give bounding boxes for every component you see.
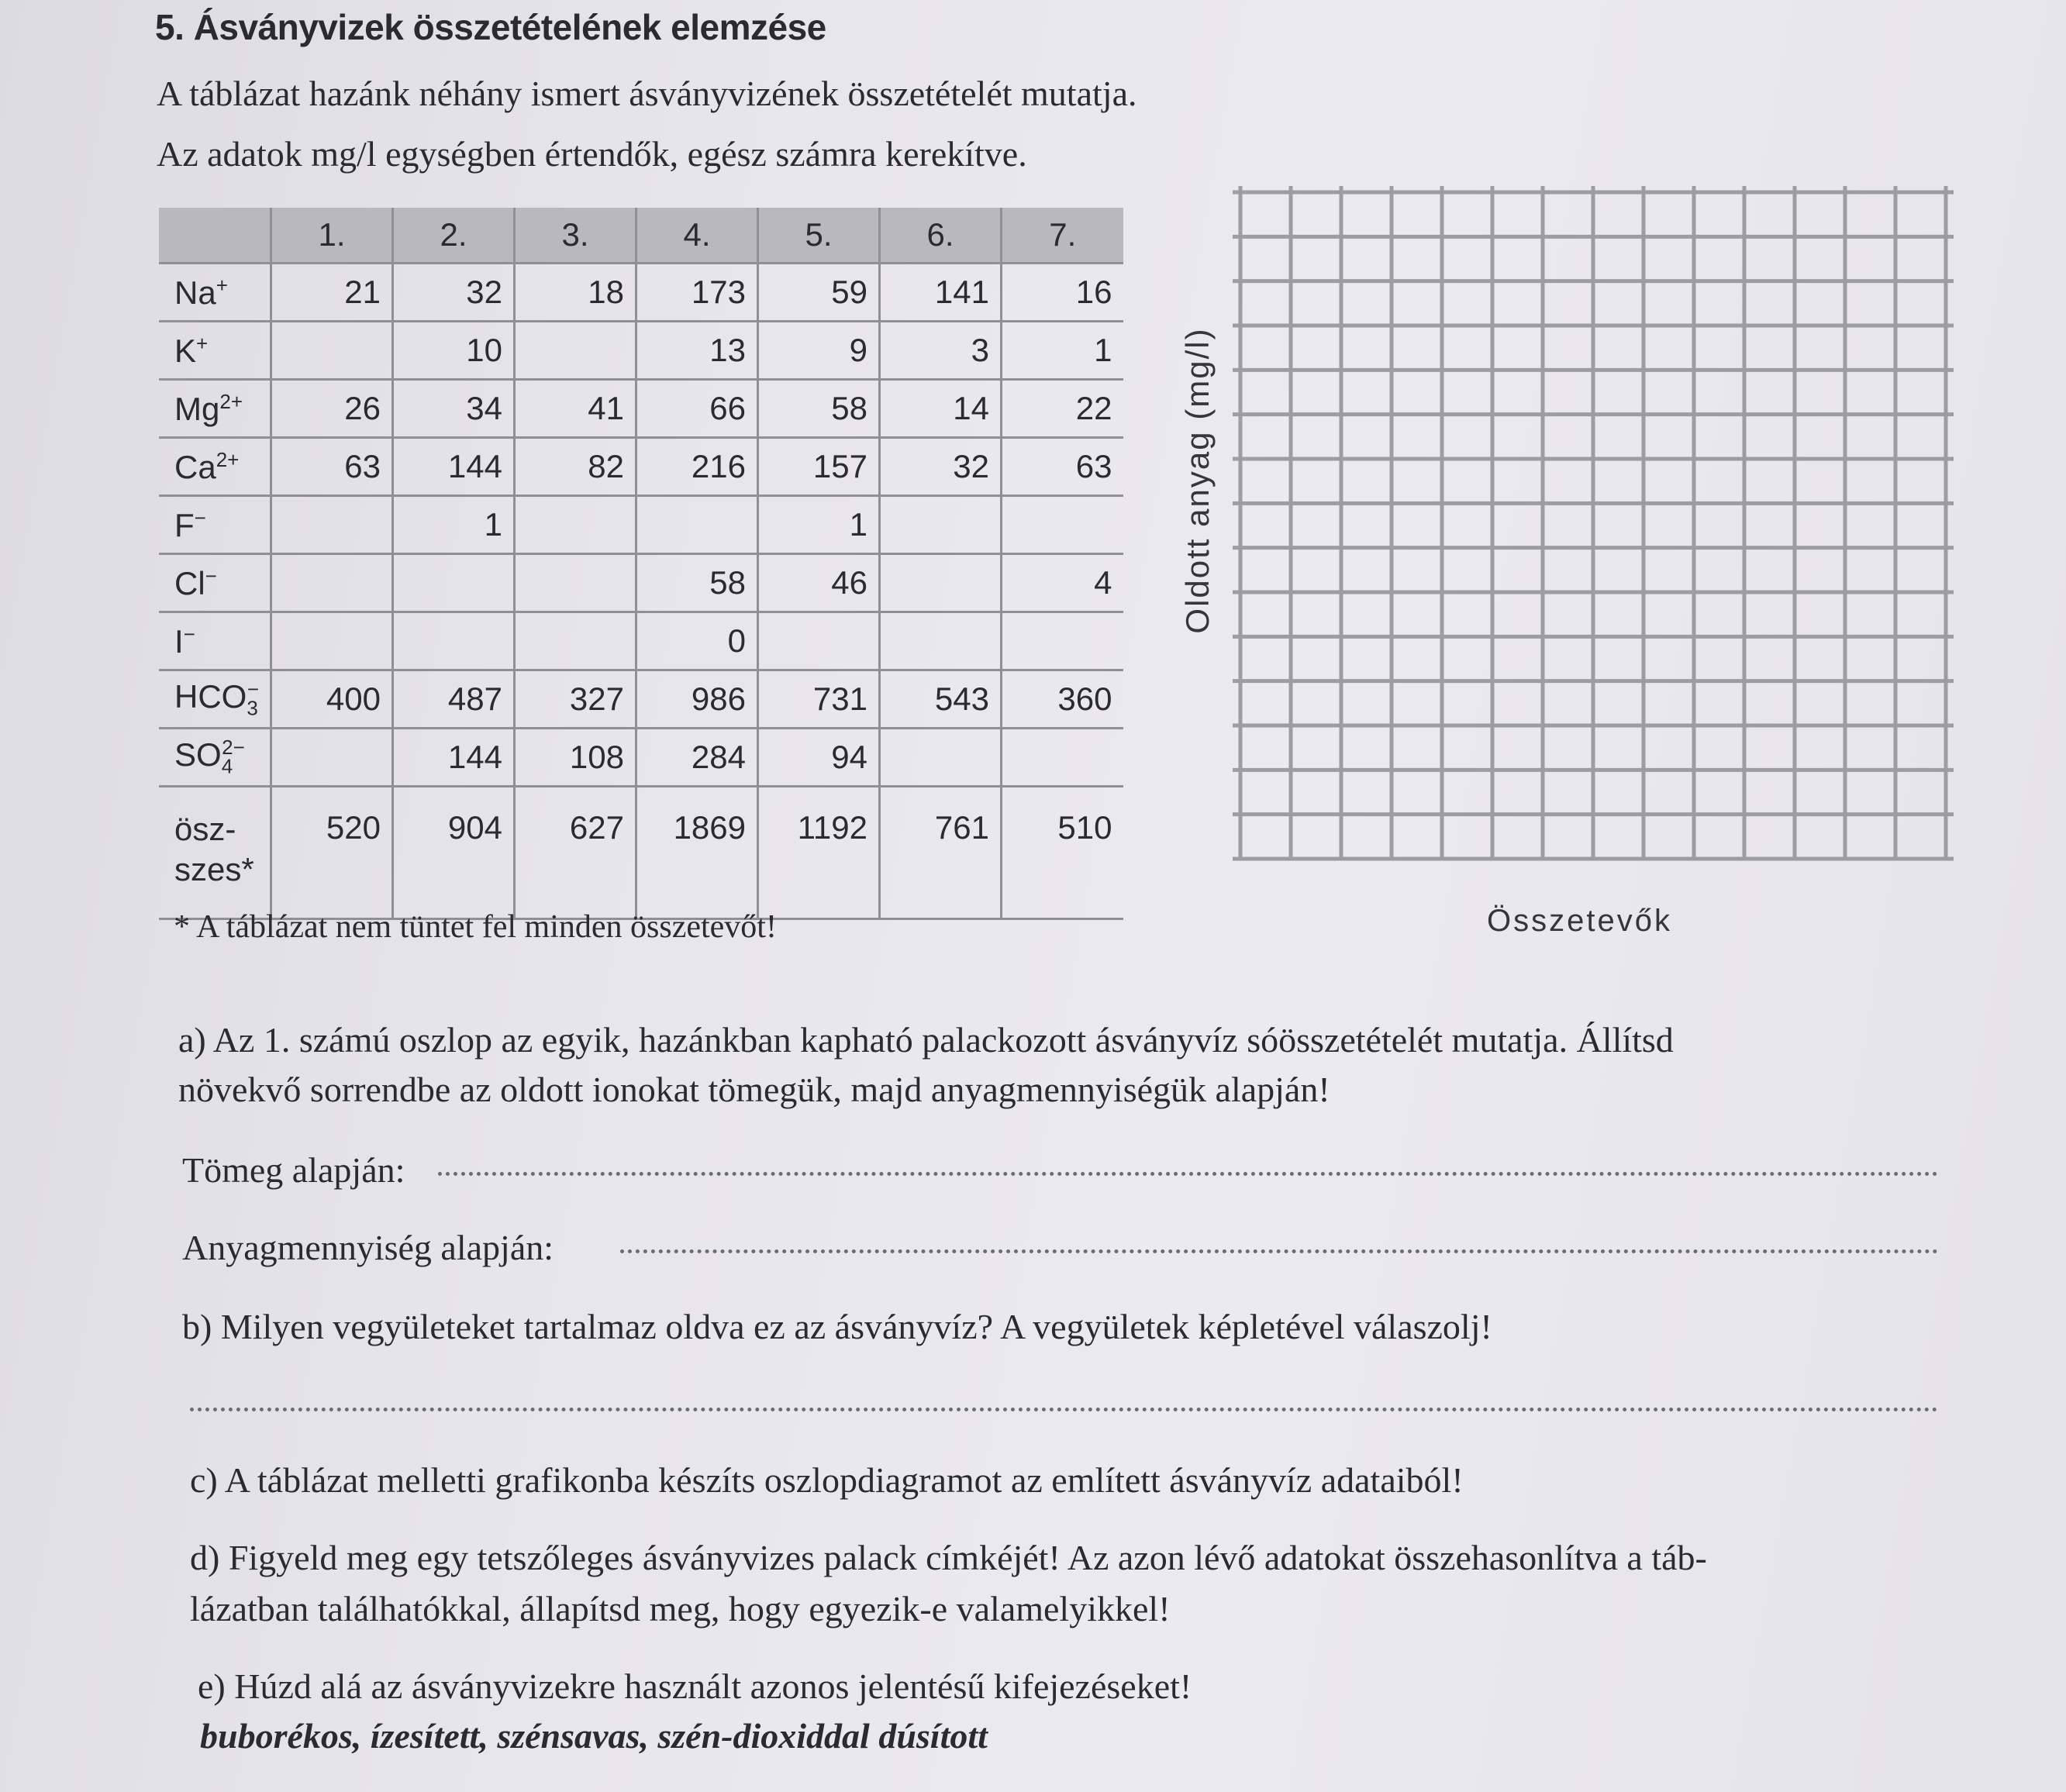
column-header: 6. — [880, 208, 1002, 264]
table-cell — [1002, 729, 1123, 787]
table-cell: 3 — [880, 322, 1002, 380]
mass-order-answer-line[interactable] — [438, 1172, 1938, 1176]
table-row — [159, 729, 1123, 787]
ion-symbol: Mg — [174, 390, 220, 427]
table-cell: 141 — [880, 264, 1002, 322]
table-cell: 4 — [1002, 554, 1123, 612]
table-row — [159, 380, 1123, 438]
table-cell: 63 — [271, 438, 393, 496]
table-cell: 1 — [1002, 322, 1123, 380]
table-cell — [515, 496, 636, 554]
ion-label — [159, 264, 271, 322]
ion-symbol: Ca — [174, 448, 216, 485]
table-cell — [515, 322, 636, 380]
question-d-line-2: lázatban találhatókkal, állapítsd meg, hogy egyezik-e valamelyikkel! — [190, 1589, 1171, 1628]
table-cell: 14 — [880, 380, 1002, 438]
table-row — [159, 264, 1123, 322]
table-cell: 487 — [393, 670, 515, 729]
table-row-total — [159, 787, 1123, 919]
ion-subscript: 3 — [247, 696, 258, 720]
table-cell: 58 — [758, 380, 880, 438]
table-cell: 543 — [880, 670, 1002, 729]
ion-symbol: Na — [174, 274, 216, 311]
table-row — [159, 322, 1123, 380]
table-cell: 10 — [393, 322, 515, 380]
ion-label — [159, 612, 271, 670]
ion-label — [159, 322, 271, 380]
column-header: 2. — [393, 208, 515, 264]
table-cell: 9 — [758, 322, 880, 380]
mass-order-label: Tömeg alapján: — [182, 1150, 405, 1190]
table-cell — [880, 554, 1002, 612]
table-cell — [636, 496, 758, 554]
blank-graph-grid[interactable] — [1233, 186, 1954, 884]
table-cell — [271, 612, 393, 670]
ion-label — [159, 554, 271, 612]
table-cell — [1002, 612, 1123, 670]
question-e-terms[interactable]: buborékos, ízesített, szénsavas, szén-dioxiddal dúsított — [200, 1716, 988, 1756]
question-d-line-1: d) Figyeld meg egy tetszőleges ásványvizes palack címkéjét! Az azon lévő adatokat összehasonlítva a táb- — [190, 1538, 1707, 1577]
table-cell: 360 — [1002, 670, 1123, 729]
ion-label — [159, 729, 271, 787]
table-cell: 58 — [636, 554, 758, 612]
total-label-line-2: szes* — [174, 851, 254, 887]
table-cell: 66 — [636, 380, 758, 438]
table-cell: 327 — [515, 670, 636, 729]
graph-x-axis-label: Összetevők — [1487, 904, 1672, 938]
table-cell — [271, 554, 393, 612]
table-cell: 94 — [758, 729, 880, 787]
table-cell — [271, 322, 393, 380]
column-header: 3. — [515, 208, 636, 264]
total-cell: 1869 — [636, 787, 758, 919]
table-cell: 32 — [880, 438, 1002, 496]
table-cell: 41 — [515, 380, 636, 438]
table-cell: 18 — [515, 264, 636, 322]
table-cell — [393, 612, 515, 670]
table-row — [159, 670, 1123, 729]
table-cell: 82 — [515, 438, 636, 496]
table-cell: 22 — [1002, 380, 1123, 438]
intro-line-1: A táblázat hazánk néhány ismert ásványvizének összetételét mutatja. — [157, 74, 1137, 113]
ion-symbol: SO — [174, 736, 222, 774]
table-row — [159, 612, 1123, 670]
ion-symbol: Cl — [174, 564, 205, 601]
ion-symbol: I — [174, 622, 184, 660]
question-e: e) Húzd alá az ásványvizekre használt azonos jelentésű kifejezéseket! — [198, 1666, 1192, 1706]
table-cell: 13 — [636, 322, 758, 380]
table-cell: 0 — [636, 612, 758, 670]
table-cell — [271, 496, 393, 554]
ion-charge: − — [205, 563, 217, 588]
table-cell: 731 — [758, 670, 880, 729]
table-cell — [271, 729, 393, 787]
table-cell: 32 — [393, 264, 515, 322]
table-cell: 1 — [758, 496, 880, 554]
intro-line-2: Az adatok mg/l egységben értendők, egész számra kerekítve. — [157, 134, 1027, 174]
graph-y-axis-label: Oldott anyag (mg/l) — [1179, 327, 1216, 634]
table-cell — [393, 554, 515, 612]
question-a-line-2: növekvő sorrendbe az oldott ionokat tömegük, majd anyagmennyiségük alapján! — [178, 1070, 1330, 1109]
total-cell: 761 — [880, 787, 1002, 919]
ion-charge: + — [196, 331, 209, 355]
table-row — [159, 554, 1123, 612]
mineral-water-table — [159, 208, 1123, 920]
compounds-answer-line[interactable] — [190, 1408, 1938, 1411]
column-header: 1. — [271, 208, 393, 264]
table-cell: 16 — [1002, 264, 1123, 322]
total-cell: 510 — [1002, 787, 1123, 919]
table-cell: 157 — [758, 438, 880, 496]
ion-subscript: 4 — [221, 754, 233, 778]
ion-label — [159, 380, 271, 438]
table-cell — [880, 729, 1002, 787]
table-cell — [880, 496, 1002, 554]
ion-charge: + — [216, 273, 228, 297]
ion-label — [159, 438, 271, 496]
question-b: b) Milyen vegyületeket tartalmaz oldva ez az ásványvíz? A vegyületek képletével válaszolj! — [182, 1307, 1492, 1346]
total-label — [159, 787, 271, 919]
column-header: 5. — [758, 208, 880, 264]
table-cell — [515, 612, 636, 670]
table-cell: 144 — [393, 438, 515, 496]
table-cell: 173 — [636, 264, 758, 322]
total-cell: 520 — [271, 787, 393, 919]
total-cell: 904 — [393, 787, 515, 919]
ion-charge: 2+ — [219, 389, 243, 413]
amount-order-label: Anyagmennyiség alapján: — [182, 1228, 554, 1267]
table-row — [159, 438, 1123, 496]
table-cell — [1002, 496, 1123, 554]
table-cell: 46 — [758, 554, 880, 612]
total-label-line-1: ösz- — [174, 811, 236, 847]
table-header-row — [159, 208, 1123, 264]
table-cell: 284 — [636, 729, 758, 787]
table-row — [159, 496, 1123, 554]
table-cell: 986 — [636, 670, 758, 729]
total-cell: 1192 — [758, 787, 880, 919]
ion-label — [159, 670, 271, 729]
ion-charge: − — [194, 505, 206, 529]
table-cell: 400 — [271, 670, 393, 729]
ion-label — [159, 496, 271, 554]
table-cell: 108 — [515, 729, 636, 787]
table-cell: 34 — [393, 380, 515, 438]
table-cell — [515, 554, 636, 612]
column-header: 4. — [636, 208, 758, 264]
ion-charge: − — [183, 622, 195, 646]
table-cell: 1 — [393, 496, 515, 554]
table-footnote: * A táblázat nem tüntet fel minden összetevőt! — [174, 909, 777, 945]
table-cell — [758, 612, 880, 670]
question-a-line-1: a) Az 1. számú oszlop az egyik, hazánkban kapható palackozott ásványvíz sóösszetételét mutatja. Állítsd — [178, 1020, 1674, 1060]
table-cell: 144 — [393, 729, 515, 787]
table-cell: 63 — [1002, 438, 1123, 496]
column-header: 7. — [1002, 208, 1123, 264]
header-corner-cell — [159, 208, 271, 264]
table-cell: 26 — [271, 380, 393, 438]
table-cell: 216 — [636, 438, 758, 496]
intro-text — [157, 64, 1136, 184]
ion-charge: 2− — [222, 736, 245, 760]
ion-charge: − — [247, 677, 259, 701]
ion-symbol: HCO — [174, 678, 247, 715]
ion-charge: 2+ — [216, 447, 240, 471]
amount-order-answer-line[interactable] — [620, 1249, 1938, 1253]
table-body — [159, 264, 1123, 787]
exercise-heading: 5. Ásványvizek összetételének elemzése — [155, 7, 826, 47]
total-cell: 627 — [515, 787, 636, 919]
question-c: c) A táblázat melletti grafikonba készíts oszlopdiagramot az említett ásványvíz adataiból! — [190, 1460, 1464, 1500]
table-cell: 59 — [758, 264, 880, 322]
ion-symbol: K — [174, 332, 197, 369]
table-cell — [880, 612, 1002, 670]
ion-symbol: F — [174, 506, 195, 543]
table-cell: 21 — [271, 264, 393, 322]
